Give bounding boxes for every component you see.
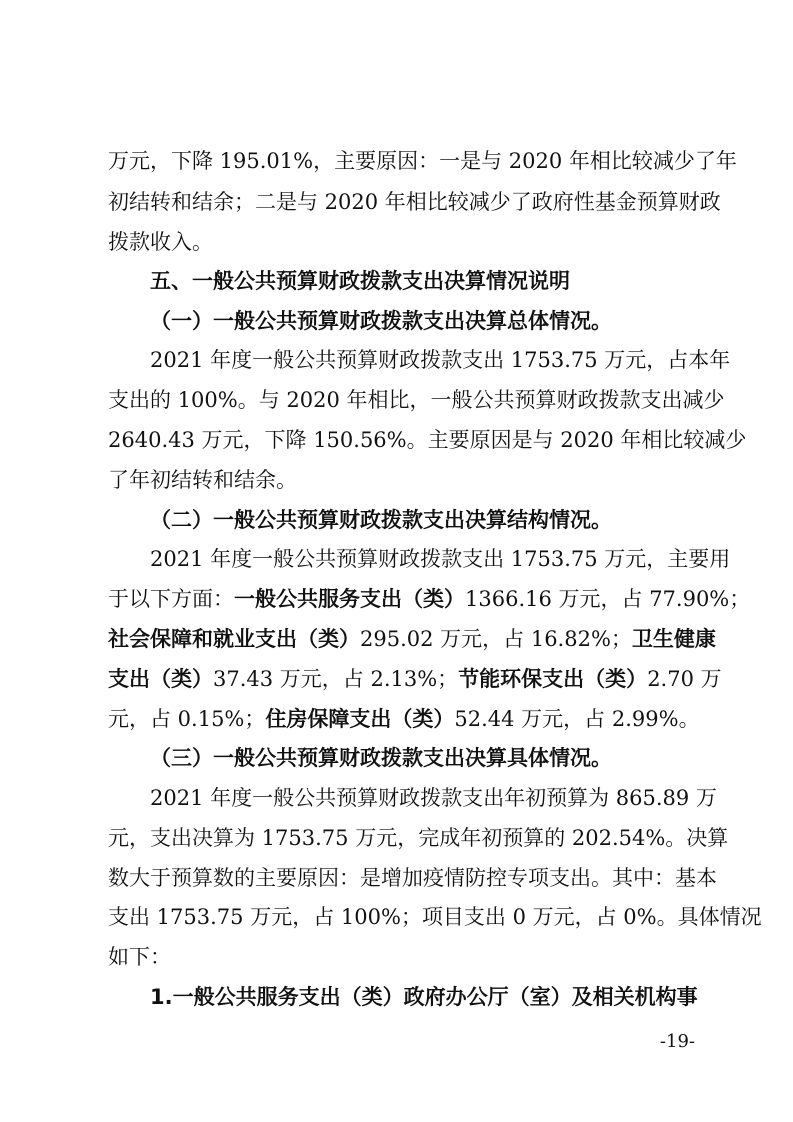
subsection-3-line-3: 数大于预算数的主要原因：是增加疫情防控专项支出。其中：基本 (108, 866, 717, 890)
category-energy-environment: 节能环保支出（类） (458, 667, 648, 691)
subsection-3-line-5: 如下： (108, 945, 171, 969)
category-housing: 住房保障支出（类） (265, 707, 455, 731)
section-5-title: 五、一般公共预算财政拨款支出决算情况说明 (150, 269, 570, 293)
line-text: 52.44 万元，占 2.99%。 (454, 707, 700, 731)
subsection-3-title: （三）一般公共预算财政拨款支出决算具体情况。 (150, 746, 612, 770)
subsection-1-title: （一）一般公共预算财政拨款支出决算总体情况。 (150, 309, 612, 333)
line-text: 元，占 0.15%； (108, 707, 266, 731)
category-health-cont: 支出（类） (108, 667, 213, 691)
subsection-3-line-1: 2021 年度一般公共预算财政拨款支出年初预算为 865.89 万 (150, 786, 717, 810)
subsection-3-line-4: 支出 1753.75 万元，占 100%；项目支出 0 万元，占 0%。具体情况 (108, 905, 762, 929)
paragraph-1-line-1: 万元，下降 195.01%，主要原因：一是与 2020 年相比较减少了年 (108, 149, 737, 173)
line-text: 于以下方面： (108, 587, 234, 611)
subsection-2-line-2 (108, 584, 751, 614)
subsection-1-line-4: 了年初结转和结余。 (108, 468, 297, 492)
subsection-1-line-2: 支出的 100%。与 2020 年相比，一般公共预算财政拨款支出减少 (108, 388, 725, 412)
category-health: 卫生健康 (631, 627, 716, 651)
category-general-public-services: 一般公共服务支出（类） (234, 587, 465, 611)
line-text: 1366.16 万元，占 77.90%； (465, 587, 751, 611)
category-social-security: 社会保障和就业支出（类） (108, 627, 360, 651)
subsection-1-line-1: 2021 年度一般公共预算财政拨款支出 1753.75 万元，占本年 (150, 348, 731, 372)
line-text: 37.43 万元，占 2.13%； (213, 667, 459, 691)
line-text: 295.02 万元，占 16.82%； (360, 627, 632, 651)
paragraph-1-line-3: 拨款收入。 (108, 230, 213, 254)
line-text: 2.70 万 (647, 667, 722, 691)
paragraph-1-line-2: 初结转和结余；二是与 2020 年相比较减少了政府性基金预算财政 (108, 190, 721, 214)
subsection-2-line-3 (108, 624, 716, 654)
page-number: -19- (659, 1031, 695, 1052)
subsection-2-title: （二）一般公共预算财政拨款支出决算结构情况。 (150, 508, 612, 532)
subsection-2-line-1: 2021 年度一般公共预算财政拨款支出 1753.75 万元，主要用 (150, 547, 731, 571)
item-1-title: 1.一般公共服务支出（类）政府办公厅（室）及相关机构事 (150, 985, 698, 1009)
subsection-1-line-3: 2640.43 万元，下降 150.56%。主要原因是与 2020 年相比较减少 (108, 428, 747, 452)
subsection-2-line-5 (108, 704, 700, 734)
subsection-2-line-4 (108, 664, 722, 694)
subsection-3-line-2: 元，支出决算为 1753.75 万元，完成年初预算的 202.54%。决算 (108, 826, 729, 850)
